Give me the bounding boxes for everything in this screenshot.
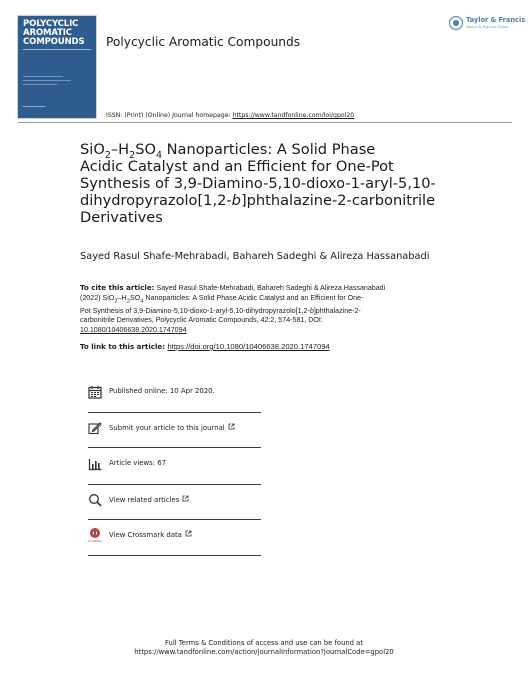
calendar-icon	[88, 385, 102, 399]
action-divider	[88, 447, 261, 448]
citation-label: To cite this article:	[80, 283, 155, 292]
footer-line: Full Terms & Conditions of access and use can be found at	[165, 639, 363, 647]
publisher-logo-sub: Taylor & Francis Group	[466, 24, 509, 29]
journal-name[interactable]: Polycyclic Aromatic Compounds	[106, 35, 301, 49]
cover-title-line: COMPOUNDS	[23, 37, 85, 47]
cover-title	[23, 20, 93, 47]
citation-text: (2022) SiO	[80, 293, 115, 302]
article-title-line: Acidic Catalyst and an Efficient for One-Pot	[80, 158, 394, 175]
title-text: dihydropyrazolo[1,2-	[80, 192, 232, 209]
citation-line	[80, 307, 450, 317]
citation-line: carbonitrile Derivatives, Polycyclic Aromatic Compounds, 42:2, 574-581, DOI:	[80, 316, 323, 325]
cover-text-line	[23, 76, 63, 77]
publisher-logo	[449, 16, 526, 32]
citation-subscript: 4	[140, 298, 144, 304]
external-link-icon	[185, 530, 192, 537]
issn-prefix: ISSN: (Print) (Online) Journal homepage:	[106, 112, 233, 119]
article-authors: Sayed Rasul Shafe-Mehrabadi, Bahareh Sadeghi & Alireza Hassanabadi	[80, 251, 430, 262]
title-text: –H	[110, 141, 130, 158]
title-subscript: 2	[129, 149, 136, 161]
citation-text: Nanoparticles: A Solid Phase Acidic Catalyst and an Efficient for One-	[143, 293, 364, 302]
cover-text-line	[23, 80, 71, 81]
publisher-logo-icon	[449, 16, 463, 30]
crossmark-badge-text: CrossMark	[88, 540, 102, 543]
article-title-line: Derivatives	[80, 209, 163, 226]
cover-text-line	[23, 84, 57, 85]
edit-icon	[88, 421, 102, 435]
title-text: SO	[135, 141, 156, 158]
citation-text: –H	[117, 293, 127, 302]
related-articles-link[interactable]	[88, 491, 261, 513]
article-doi-link[interactable]: https://doi.org/10.1080/10406638.2020.1747094	[167, 342, 330, 351]
published-online-item	[88, 383, 261, 405]
citation-line	[80, 294, 450, 307]
citation-text: Sayed Rasul Shafe-Mehrabadi, Bahareh Sadeghi & Alireza Hassanabadi	[154, 284, 386, 292]
citation-text: SO	[129, 293, 141, 302]
article-views-text: Article views: 67	[109, 459, 167, 467]
published-online-text: Published online: 10 Apr 2020.	[109, 387, 215, 395]
action-divider	[88, 519, 261, 520]
article-title-line: Synthesis of 3,9-Diamino-5,10-dioxo-1-aryl-5,10-	[80, 175, 436, 192]
submit-article-text[interactable]	[109, 423, 235, 432]
citation-subscript: 2	[126, 298, 130, 304]
title-text: SiO	[80, 141, 105, 158]
footer-terms-link[interactable]: https://www.tandfonline.com/action/journalInformation?journalCode=gpol20	[134, 648, 394, 657]
external-link-icon	[228, 423, 235, 430]
journal-cover-image	[18, 16, 96, 118]
citation-doi-link[interactable]: 10.1080/10406638.2020.1747094	[80, 325, 187, 334]
submit-article-link[interactable]	[88, 419, 261, 441]
cover-text-line	[23, 106, 45, 107]
action-divider	[88, 484, 261, 485]
cover-rule	[23, 49, 91, 50]
title-subscript: 4	[155, 149, 162, 161]
article-title-line	[80, 141, 500, 161]
crossmark-label[interactable]: View Crossmark data	[109, 531, 182, 539]
search-icon	[88, 493, 102, 507]
issn-line	[106, 112, 354, 119]
publisher-logo-name: Taylor & Francis	[466, 16, 526, 24]
cover-title-line: POLYCYCLIC	[23, 19, 79, 29]
header-divider	[18, 122, 512, 123]
citation-text: ]phthalazine-2-	[313, 306, 361, 315]
citation-text: Pot Synthesis of 3,9-Diamino-5,10-dioxo-1-aryl-5,10-dihydropyrazolo[1,2-	[80, 306, 310, 315]
crossmark-icon	[88, 527, 102, 543]
title-italic: b	[231, 192, 241, 209]
title-text: Nanoparticles: A Solid Phase	[162, 141, 376, 158]
citation-line	[80, 326, 450, 336]
article-title-line	[80, 192, 500, 209]
action-divider	[88, 555, 261, 556]
related-articles-text[interactable]	[109, 495, 189, 504]
article-views-item	[88, 455, 261, 477]
article-title	[80, 141, 500, 226]
terms-footer	[0, 639, 528, 657]
citation-italic: b	[309, 306, 314, 315]
cover-title-line: AROMATIC	[23, 28, 72, 38]
related-articles-label[interactable]: View related articles	[109, 496, 180, 504]
action-divider	[88, 412, 261, 413]
citation-subscript: 2	[114, 298, 118, 304]
crossmark-text[interactable]	[109, 530, 192, 539]
journal-homepage-link[interactable]: https://www.tandfonline.com/loi/gpol20	[232, 112, 355, 119]
citation-block	[80, 283, 450, 335]
bar-chart-icon	[88, 457, 102, 471]
crossmark-link[interactable]	[88, 526, 261, 548]
external-link-icon	[182, 495, 189, 502]
submit-article-label[interactable]: Submit your article to this journal	[109, 424, 225, 432]
title-subscript: 2	[104, 149, 111, 161]
citation-line	[80, 283, 450, 294]
title-text: ]phthalazine-2-carbonitrile	[240, 192, 436, 209]
article-link-line	[80, 342, 330, 351]
link-label: To link to this article:	[80, 342, 168, 351]
